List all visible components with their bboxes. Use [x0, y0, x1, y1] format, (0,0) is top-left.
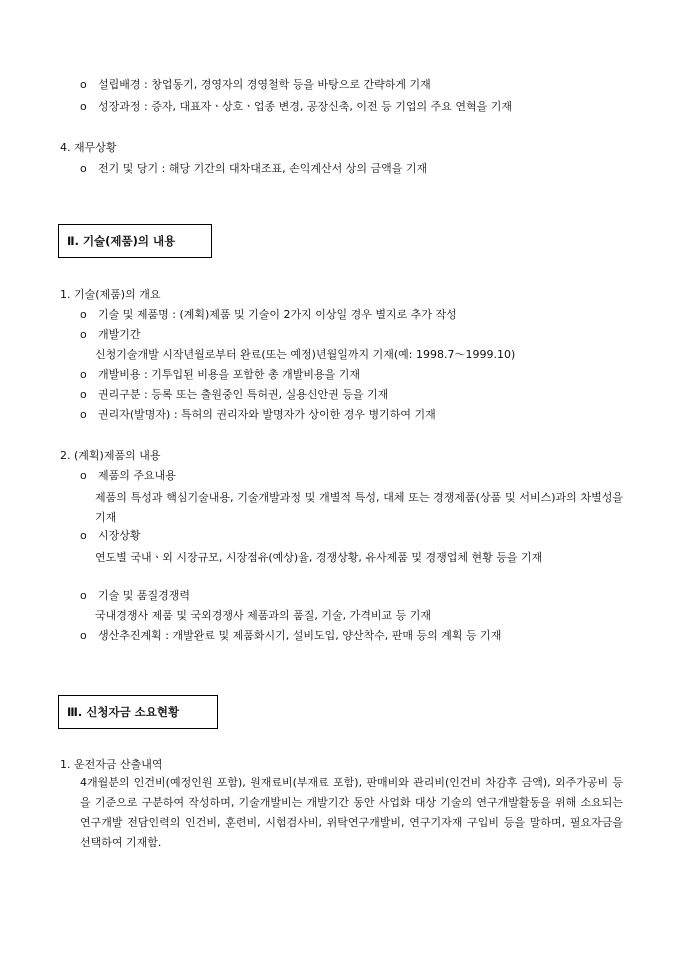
bullet-tech-name — [80, 307, 457, 323]
dev-period-label: 개발기간 — [98, 328, 141, 341]
bullet-icon: ο — [80, 629, 87, 642]
bullet-icon: ο — [80, 388, 87, 401]
bullet-product-main — [80, 468, 176, 484]
bullet-rights-holder — [80, 407, 436, 423]
bullet-icon: ο — [80, 408, 87, 421]
bullet-icon: ο — [80, 328, 87, 341]
bullet-icon: ο — [80, 469, 87, 482]
quality-label: 기술 및 품질경쟁력 — [98, 589, 191, 602]
bullet-icon: ο — [80, 100, 87, 113]
section-3-title-box — [58, 695, 218, 729]
bullet-icon: ο — [80, 308, 87, 321]
operating-funds-heading: 1. 운전자금 산출내역 — [60, 758, 163, 771]
bullet-dev-period — [80, 327, 141, 343]
product-main-desc: 제품의 특성과 핵심기술내용, 기술개발과정 및 개별적 특성, 대체 또는 경쟁제품(상품 및 서비스)과의 차별성을 기재 — [95, 491, 623, 524]
section-3-title: Ⅲ. 신청자금 소요현황 — [67, 705, 180, 719]
bullet-icon: ο — [80, 78, 87, 91]
quality-desc: 국내경쟁사 제품 및 국외경쟁사 제품과의 품질, 기술, 가격비교 등 기재 — [95, 609, 431, 622]
bullet-finance-period — [80, 161, 427, 177]
rights-type-text: 권리구분 : 등록 또는 출원중인 특허권, 실용신안권 등을 기재 — [98, 388, 389, 401]
rights-holder-text: 권리자(발명자) : 특허의 권리자와 발명자가 상이한 경우 병기하여 기재 — [98, 408, 436, 421]
bullet-setup-background — [80, 77, 431, 93]
bullet-icon: ο — [80, 529, 87, 542]
bullet-market — [80, 528, 141, 544]
bullet-icon: ο — [80, 589, 87, 602]
setup-background-text: 설립배경 : 창업동기, 경영자의 경영철학 등을 바탕으로 간략하게 기재 — [98, 78, 431, 91]
market-label: 시장상황 — [98, 529, 141, 542]
production-plan-text: 생산추진계획 : 개발완료 및 제품화시기, 설비도입, 양산착수, 판매 등의 계획 등 기재 — [98, 629, 502, 642]
section-2-title: Ⅱ. 기술(제품)의 내용 — [67, 234, 176, 248]
bullet-quality — [80, 588, 190, 604]
bullet-icon: ο — [80, 368, 87, 381]
section-2-title-box — [58, 224, 212, 258]
growth-process-text: 성장과정 : 증자, 대표자ㆍ상호ㆍ업종 변경, 공장신축, 이전 등 기업의 주요 연혁을 기재 — [98, 100, 512, 113]
bullet-dev-cost — [80, 367, 360, 383]
finance-heading: 4. 재무상황 — [60, 141, 117, 154]
bullet-production-plan — [80, 628, 501, 644]
market-desc: 연도별 국내ㆍ외 시장규모, 시장점유(예상)율, 경쟁상황, 유사제품 및 경쟁업체 현황 등을 기재 — [95, 551, 543, 564]
product-main-label: 제품의 주요내용 — [98, 469, 176, 482]
tech-name-text: 기술 및 제품명 : (계획)제품 및 기술이 2가지 이상일 경우 별지로 추가 작성 — [98, 308, 457, 321]
dev-period-desc: 신청기술개발 시작년월로부터 완료(또는 예정)년월일까지 기재(예: 1998.7～1999.10) — [95, 348, 516, 361]
bullet-icon: ο — [80, 162, 87, 175]
operating-funds-desc: 4개월분의 인건비(예정인원 포함), 원재료비(부재료 포함), 판매비와 관리비(인건비 차감후 금액), 외주가공비 등을 기준으로 구분하여 작성하며, 기술개발비는 개발기간 동안 사업화 대상 기술의 연구개발활동을 위해 소요되는 연구개발 전담인력의 인건비, 훈련비, 시험검사비, 위탁연구개발비, 연구기자재 구입비 등을 말하며, 필요자금을 선택하여 기재함. — [80, 776, 623, 849]
products-heading: 2. (계획)제품의 내용 — [60, 449, 161, 462]
dev-cost-text: 개발비용 : 기투입된 비용을 포함한 총 개발비용을 기재 — [98, 368, 360, 381]
bullet-rights-type — [80, 387, 388, 403]
overview-heading: 1. 기술(제품)의 개요 — [60, 288, 161, 301]
finance-period-text: 전기 및 당기 : 해당 기간의 대차대조표, 손익계산서 상의 금액을 기재 — [98, 162, 428, 175]
bullet-growth-process — [80, 99, 512, 115]
